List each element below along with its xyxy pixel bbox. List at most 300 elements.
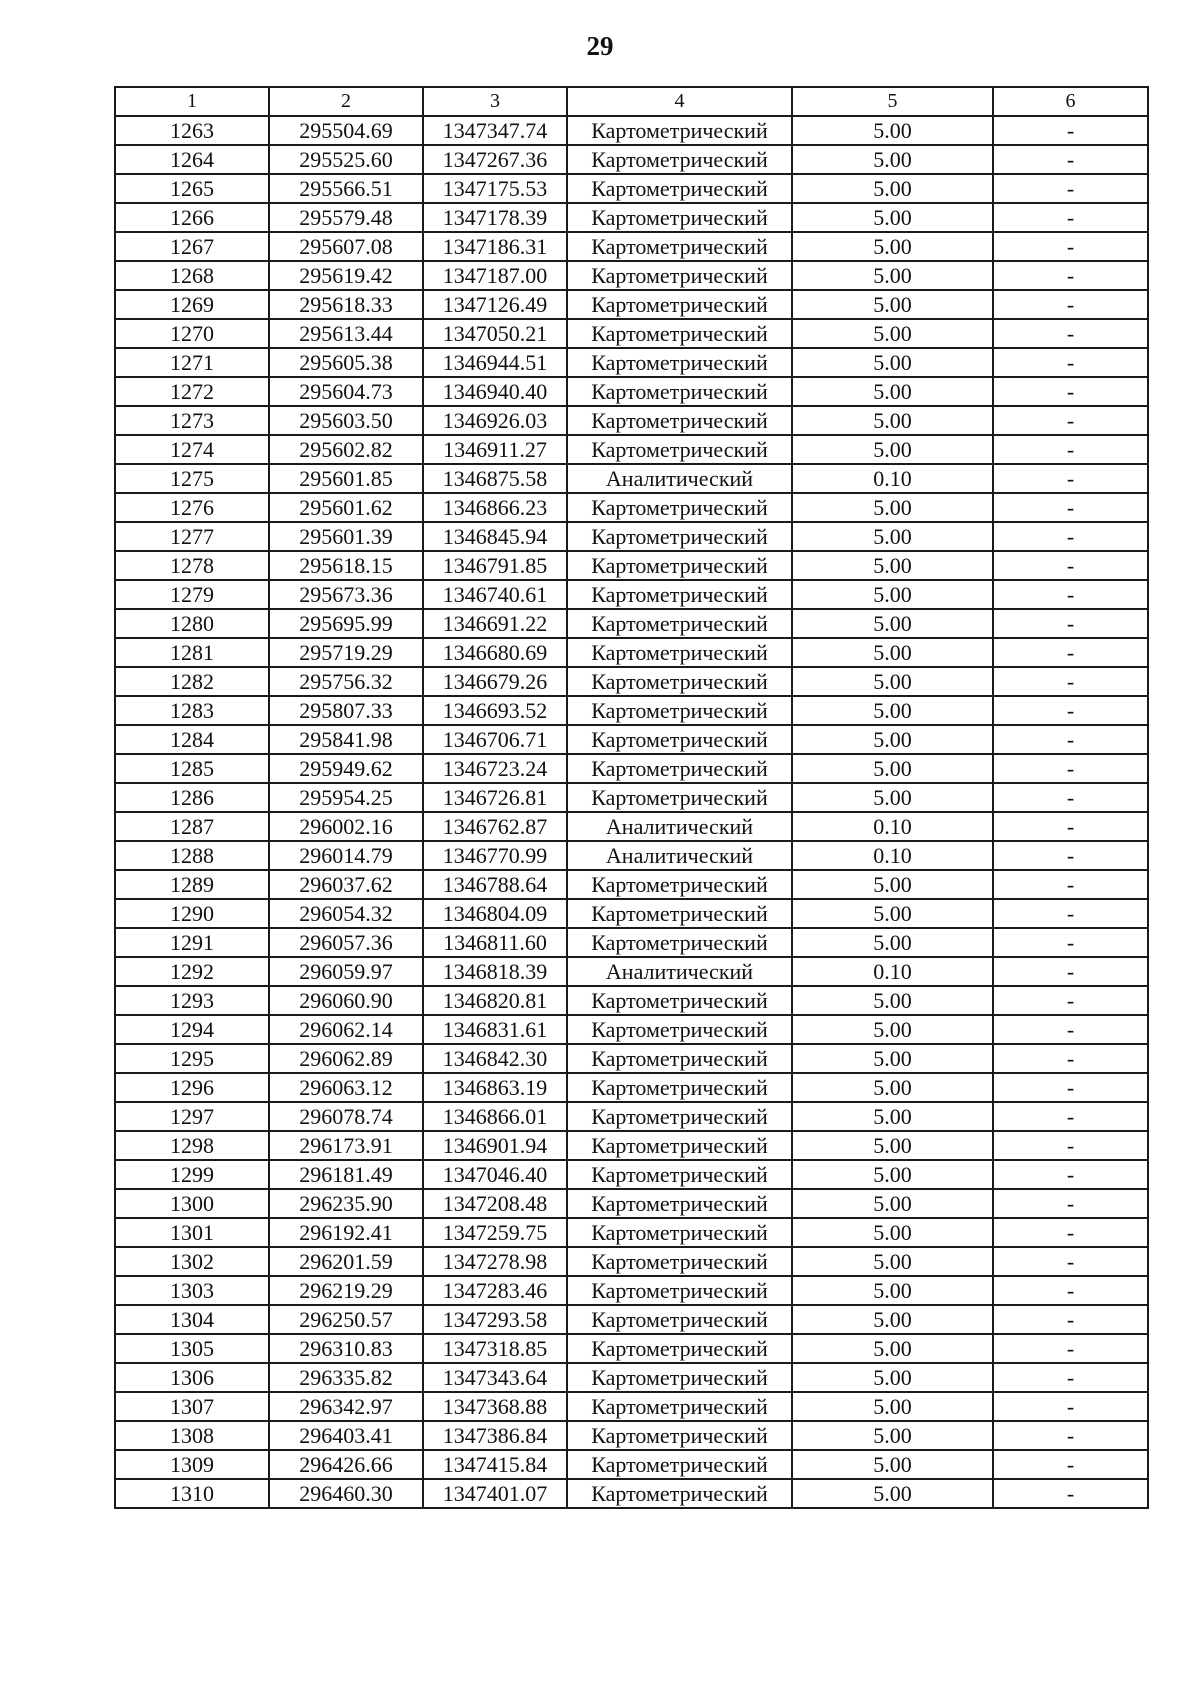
table-row [115, 203, 1148, 232]
point-number-cell: 1286 [115, 783, 269, 812]
y-coordinate-cell: 1347347.74 [423, 116, 567, 145]
note-cell: - [993, 1131, 1148, 1160]
note-cell: - [993, 464, 1148, 493]
y-coordinate-cell: 1347267.36 [423, 145, 567, 174]
accuracy-cell: 5.00 [792, 1218, 993, 1247]
x-coordinate-cell: 296335.82 [269, 1363, 423, 1392]
note-cell: - [993, 1334, 1148, 1363]
table-row [115, 638, 1148, 667]
table-row [115, 957, 1148, 986]
y-coordinate-cell: 1346680.69 [423, 638, 567, 667]
note-cell: - [993, 261, 1148, 290]
table-row [115, 580, 1148, 609]
point-number-cell: 1287 [115, 812, 269, 841]
accuracy-cell: 5.00 [792, 1392, 993, 1421]
method-cell: Картометрический [567, 232, 792, 261]
table-row [115, 1334, 1148, 1363]
point-number-cell: 1304 [115, 1305, 269, 1334]
y-coordinate-cell: 1347178.39 [423, 203, 567, 232]
y-coordinate-cell: 1346762.87 [423, 812, 567, 841]
x-coordinate-cell: 295601.62 [269, 493, 423, 522]
y-coordinate-cell: 1347208.48 [423, 1189, 567, 1218]
x-coordinate-cell: 295601.85 [269, 464, 423, 493]
y-coordinate-cell: 1346911.27 [423, 435, 567, 464]
note-cell: - [993, 145, 1148, 174]
x-coordinate-cell: 295566.51 [269, 174, 423, 203]
note-cell: - [993, 870, 1148, 899]
table-row [115, 406, 1148, 435]
accuracy-cell: 5.00 [792, 725, 993, 754]
y-coordinate-cell: 1346820.81 [423, 986, 567, 1015]
method-cell: Картометрический [567, 1247, 792, 1276]
x-coordinate-cell: 295601.39 [269, 522, 423, 551]
method-cell: Картометрический [567, 986, 792, 1015]
accuracy-cell: 0.10 [792, 841, 993, 870]
point-number-cell: 1301 [115, 1218, 269, 1247]
column-header-5: 5 [792, 87, 993, 116]
note-cell: - [993, 783, 1148, 812]
point-number-cell: 1302 [115, 1247, 269, 1276]
y-coordinate-cell: 1346788.64 [423, 870, 567, 899]
x-coordinate-cell: 295504.69 [269, 116, 423, 145]
point-number-cell: 1276 [115, 493, 269, 522]
accuracy-cell: 5.00 [792, 1131, 993, 1160]
accuracy-cell: 5.00 [792, 638, 993, 667]
y-coordinate-cell: 1346811.60 [423, 928, 567, 957]
x-coordinate-cell: 295719.29 [269, 638, 423, 667]
method-cell: Картометрический [567, 174, 792, 203]
note-cell: - [993, 696, 1148, 725]
method-cell: Картометрический [567, 435, 792, 464]
accuracy-cell: 5.00 [792, 580, 993, 609]
accuracy-cell: 5.00 [792, 319, 993, 348]
method-cell: Картометрический [567, 609, 792, 638]
table-row [115, 493, 1148, 522]
accuracy-cell: 5.00 [792, 551, 993, 580]
method-cell: Картометрический [567, 928, 792, 957]
point-number-cell: 1308 [115, 1421, 269, 1450]
note-cell: - [993, 1450, 1148, 1479]
accuracy-cell: 5.00 [792, 348, 993, 377]
note-cell: - [993, 638, 1148, 667]
table-row [115, 1276, 1148, 1305]
y-coordinate-cell: 1347343.64 [423, 1363, 567, 1392]
table-row [115, 1131, 1148, 1160]
point-number-cell: 1285 [115, 754, 269, 783]
note-cell: - [993, 1015, 1148, 1044]
y-coordinate-cell: 1347293.58 [423, 1305, 567, 1334]
point-number-cell: 1291 [115, 928, 269, 957]
method-cell: Картометрический [567, 1160, 792, 1189]
y-coordinate-cell: 1347050.21 [423, 319, 567, 348]
y-coordinate-cell: 1346818.39 [423, 957, 567, 986]
accuracy-cell: 5.00 [792, 261, 993, 290]
x-coordinate-cell: 296054.32 [269, 899, 423, 928]
page-number: 29 [586, 31, 614, 61]
accuracy-cell: 5.00 [792, 435, 993, 464]
note-cell: - [993, 116, 1148, 145]
point-number-cell: 1309 [115, 1450, 269, 1479]
point-number-cell: 1299 [115, 1160, 269, 1189]
y-coordinate-cell: 1346740.61 [423, 580, 567, 609]
method-cell: Картометрический [567, 1073, 792, 1102]
accuracy-cell: 5.00 [792, 1479, 993, 1508]
y-coordinate-cell: 1346926.03 [423, 406, 567, 435]
method-cell: Картометрический [567, 1392, 792, 1421]
table-row [115, 551, 1148, 580]
table-row [115, 667, 1148, 696]
column-header-1: 1 [115, 87, 269, 116]
accuracy-cell: 5.00 [792, 1450, 993, 1479]
method-cell: Аналитический [567, 841, 792, 870]
table-row [115, 522, 1148, 551]
x-coordinate-cell: 295603.50 [269, 406, 423, 435]
note-cell: - [993, 957, 1148, 986]
point-number-cell: 1264 [115, 145, 269, 174]
note-cell: - [993, 1218, 1148, 1247]
point-number-cell: 1266 [115, 203, 269, 232]
table-row [115, 754, 1148, 783]
table-row [115, 1247, 1148, 1276]
x-coordinate-cell: 296014.79 [269, 841, 423, 870]
note-cell: - [993, 1073, 1148, 1102]
method-cell: Картометрический [567, 319, 792, 348]
method-cell: Картометрический [567, 261, 792, 290]
x-coordinate-cell: 295949.62 [269, 754, 423, 783]
x-coordinate-cell: 295607.08 [269, 232, 423, 261]
note-cell: - [993, 1189, 1148, 1218]
table-row [115, 435, 1148, 464]
note-cell: - [993, 1276, 1148, 1305]
method-cell: Картометрический [567, 783, 792, 812]
table-row [115, 841, 1148, 870]
method-cell: Картометрический [567, 1102, 792, 1131]
point-number-cell: 1275 [115, 464, 269, 493]
method-cell: Картометрический [567, 406, 792, 435]
table-header-row [115, 87, 1148, 116]
x-coordinate-cell: 296057.36 [269, 928, 423, 957]
point-number-cell: 1263 [115, 116, 269, 145]
y-coordinate-cell: 1346842.30 [423, 1044, 567, 1073]
column-header-6: 6 [993, 87, 1148, 116]
accuracy-cell: 5.00 [792, 609, 993, 638]
note-cell: - [993, 812, 1148, 841]
column-header-3: 3 [423, 87, 567, 116]
accuracy-cell: 5.00 [792, 1276, 993, 1305]
accuracy-cell: 5.00 [792, 174, 993, 203]
note-cell: - [993, 348, 1148, 377]
accuracy-cell: 5.00 [792, 928, 993, 957]
x-coordinate-cell: 295605.38 [269, 348, 423, 377]
note-cell: - [993, 551, 1148, 580]
table-row [115, 377, 1148, 406]
table-row [115, 1363, 1148, 1392]
x-coordinate-cell: 295807.33 [269, 696, 423, 725]
x-coordinate-cell: 296250.57 [269, 1305, 423, 1334]
x-coordinate-cell: 295841.98 [269, 725, 423, 754]
y-coordinate-cell: 1346791.85 [423, 551, 567, 580]
point-number-cell: 1289 [115, 870, 269, 899]
table-row [115, 725, 1148, 754]
point-number-cell: 1271 [115, 348, 269, 377]
x-coordinate-cell: 296037.62 [269, 870, 423, 899]
x-coordinate-cell: 295695.99 [269, 609, 423, 638]
method-cell: Картометрический [567, 522, 792, 551]
accuracy-cell: 5.00 [792, 406, 993, 435]
method-cell: Картометрический [567, 638, 792, 667]
point-number-cell: 1279 [115, 580, 269, 609]
x-coordinate-cell: 296235.90 [269, 1189, 423, 1218]
accuracy-cell: 5.00 [792, 290, 993, 319]
point-number-cell: 1288 [115, 841, 269, 870]
x-coordinate-cell: 296060.90 [269, 986, 423, 1015]
x-coordinate-cell: 295618.33 [269, 290, 423, 319]
method-cell: Картометрический [567, 1363, 792, 1392]
table-row [115, 1160, 1148, 1189]
method-cell: Картометрический [567, 899, 792, 928]
accuracy-cell: 5.00 [792, 1247, 993, 1276]
table-row [115, 609, 1148, 638]
accuracy-cell: 5.00 [792, 1421, 993, 1450]
x-coordinate-cell: 296219.29 [269, 1276, 423, 1305]
accuracy-cell: 5.00 [792, 493, 993, 522]
method-cell: Аналитический [567, 957, 792, 986]
point-number-cell: 1278 [115, 551, 269, 580]
table-row [115, 986, 1148, 1015]
table-row [115, 261, 1148, 290]
y-coordinate-cell: 1346691.22 [423, 609, 567, 638]
table-row [115, 870, 1148, 899]
x-coordinate-cell: 296460.30 [269, 1479, 423, 1508]
point-number-cell: 1294 [115, 1015, 269, 1044]
table-row [115, 928, 1148, 957]
note-cell: - [993, 667, 1148, 696]
y-coordinate-cell: 1347368.88 [423, 1392, 567, 1421]
table-row [115, 1479, 1148, 1508]
table-row [115, 696, 1148, 725]
y-coordinate-cell: 1347126.49 [423, 290, 567, 319]
note-cell: - [993, 1363, 1148, 1392]
point-number-cell: 1295 [115, 1044, 269, 1073]
accuracy-cell: 5.00 [792, 1015, 993, 1044]
y-coordinate-cell: 1346693.52 [423, 696, 567, 725]
y-coordinate-cell: 1346770.99 [423, 841, 567, 870]
accuracy-cell: 0.10 [792, 464, 993, 493]
table-row [115, 1421, 1148, 1450]
method-cell: Картометрический [567, 1334, 792, 1363]
table-row [115, 783, 1148, 812]
point-number-cell: 1310 [115, 1479, 269, 1508]
note-cell: - [993, 725, 1148, 754]
y-coordinate-cell: 1347278.98 [423, 1247, 567, 1276]
table-row [115, 1189, 1148, 1218]
x-coordinate-cell: 295604.73 [269, 377, 423, 406]
accuracy-cell: 5.00 [792, 754, 993, 783]
y-coordinate-cell: 1347415.84 [423, 1450, 567, 1479]
method-cell: Картометрический [567, 725, 792, 754]
y-coordinate-cell: 1346863.19 [423, 1073, 567, 1102]
y-coordinate-cell: 1346901.94 [423, 1131, 567, 1160]
point-number-cell: 1306 [115, 1363, 269, 1392]
method-cell: Картометрический [567, 493, 792, 522]
method-cell: Картометрический [567, 348, 792, 377]
point-number-cell: 1293 [115, 986, 269, 1015]
note-cell: - [993, 232, 1148, 261]
note-cell: - [993, 203, 1148, 232]
note-cell: - [993, 1305, 1148, 1334]
y-coordinate-cell: 1347187.00 [423, 261, 567, 290]
y-coordinate-cell: 1346875.58 [423, 464, 567, 493]
note-cell: - [993, 1160, 1148, 1189]
point-number-cell: 1270 [115, 319, 269, 348]
y-coordinate-cell: 1346845.94 [423, 522, 567, 551]
point-number-cell: 1283 [115, 696, 269, 725]
note-cell: - [993, 609, 1148, 638]
method-cell: Картометрический [567, 1218, 792, 1247]
method-cell: Картометрический [567, 870, 792, 899]
point-number-cell: 1265 [115, 174, 269, 203]
y-coordinate-cell: 1346944.51 [423, 348, 567, 377]
table-row [115, 348, 1148, 377]
method-cell: Картометрический [567, 1421, 792, 1450]
method-cell: Картометрический [567, 1450, 792, 1479]
point-number-cell: 1307 [115, 1392, 269, 1421]
y-coordinate-cell: 1346804.09 [423, 899, 567, 928]
point-number-cell: 1303 [115, 1276, 269, 1305]
method-cell: Картометрический [567, 290, 792, 319]
note-cell: - [993, 522, 1148, 551]
accuracy-cell: 5.00 [792, 1305, 993, 1334]
note-cell: - [993, 493, 1148, 522]
table-row [115, 1073, 1148, 1102]
x-coordinate-cell: 296062.89 [269, 1044, 423, 1073]
accuracy-cell: 5.00 [792, 899, 993, 928]
point-number-cell: 1297 [115, 1102, 269, 1131]
x-coordinate-cell: 295579.48 [269, 203, 423, 232]
method-cell: Картометрический [567, 580, 792, 609]
x-coordinate-cell: 295602.82 [269, 435, 423, 464]
x-coordinate-cell: 296173.91 [269, 1131, 423, 1160]
y-coordinate-cell: 1346726.81 [423, 783, 567, 812]
note-cell: - [993, 580, 1148, 609]
point-number-cell: 1292 [115, 957, 269, 986]
note-cell: - [993, 1479, 1148, 1508]
method-cell: Картометрический [567, 1189, 792, 1218]
table-row [115, 1450, 1148, 1479]
table-row [115, 1392, 1148, 1421]
method-cell: Картометрический [567, 1044, 792, 1073]
column-header-2: 2 [269, 87, 423, 116]
y-coordinate-cell: 1346940.40 [423, 377, 567, 406]
point-number-cell: 1267 [115, 232, 269, 261]
table-row [115, 1015, 1148, 1044]
y-coordinate-cell: 1347283.46 [423, 1276, 567, 1305]
note-cell: - [993, 899, 1148, 928]
y-coordinate-cell: 1347046.40 [423, 1160, 567, 1189]
accuracy-cell: 5.00 [792, 1363, 993, 1392]
y-coordinate-cell: 1346866.23 [423, 493, 567, 522]
point-number-cell: 1298 [115, 1131, 269, 1160]
x-coordinate-cell: 295954.25 [269, 783, 423, 812]
table-row [115, 174, 1148, 203]
note-cell: - [993, 1392, 1148, 1421]
accuracy-cell: 5.00 [792, 1102, 993, 1131]
method-cell: Картометрический [567, 667, 792, 696]
note-cell: - [993, 1102, 1148, 1131]
method-cell: Картометрический [567, 696, 792, 725]
accuracy-cell: 5.00 [792, 696, 993, 725]
table-body [115, 116, 1148, 1508]
accuracy-cell: 5.00 [792, 1044, 993, 1073]
x-coordinate-cell: 296181.49 [269, 1160, 423, 1189]
note-cell: - [993, 754, 1148, 783]
method-cell: Картометрический [567, 203, 792, 232]
table-row [115, 290, 1148, 319]
accuracy-cell: 5.00 [792, 1073, 993, 1102]
note-cell: - [993, 406, 1148, 435]
point-number-cell: 1300 [115, 1189, 269, 1218]
x-coordinate-cell: 296426.66 [269, 1450, 423, 1479]
y-coordinate-cell: 1347318.85 [423, 1334, 567, 1363]
x-coordinate-cell: 296062.14 [269, 1015, 423, 1044]
accuracy-cell: 5.00 [792, 377, 993, 406]
note-cell: - [993, 1421, 1148, 1450]
accuracy-cell: 5.00 [792, 1334, 993, 1363]
method-cell: Картометрический [567, 551, 792, 580]
y-coordinate-cell: 1347175.53 [423, 174, 567, 203]
method-cell: Картометрический [567, 1131, 792, 1160]
x-coordinate-cell: 296078.74 [269, 1102, 423, 1131]
table-row [115, 464, 1148, 493]
accuracy-cell: 5.00 [792, 1189, 993, 1218]
x-coordinate-cell: 296201.59 [269, 1247, 423, 1276]
x-coordinate-cell: 296002.16 [269, 812, 423, 841]
point-number-cell: 1281 [115, 638, 269, 667]
table-row [115, 116, 1148, 145]
point-number-cell: 1296 [115, 1073, 269, 1102]
y-coordinate-cell: 1347401.07 [423, 1479, 567, 1508]
coordinates-table [114, 86, 1149, 1509]
accuracy-cell: 5.00 [792, 145, 993, 174]
table-row [115, 899, 1148, 928]
point-number-cell: 1272 [115, 377, 269, 406]
note-cell: - [993, 841, 1148, 870]
method-cell: Картометрический [567, 1305, 792, 1334]
column-header-4: 4 [567, 87, 792, 116]
x-coordinate-cell: 296310.83 [269, 1334, 423, 1363]
method-cell: Картометрический [567, 377, 792, 406]
table-row [115, 145, 1148, 174]
accuracy-cell: 5.00 [792, 116, 993, 145]
note-cell: - [993, 377, 1148, 406]
y-coordinate-cell: 1346723.24 [423, 754, 567, 783]
table-row [115, 232, 1148, 261]
point-number-cell: 1269 [115, 290, 269, 319]
y-coordinate-cell: 1346831.61 [423, 1015, 567, 1044]
note-cell: - [993, 290, 1148, 319]
point-number-cell: 1273 [115, 406, 269, 435]
point-number-cell: 1290 [115, 899, 269, 928]
x-coordinate-cell: 296063.12 [269, 1073, 423, 1102]
table-row [115, 1305, 1148, 1334]
point-number-cell: 1277 [115, 522, 269, 551]
x-coordinate-cell: 296192.41 [269, 1218, 423, 1247]
note-cell: - [993, 986, 1148, 1015]
method-cell: Картометрический [567, 1015, 792, 1044]
method-cell: Картометрический [567, 754, 792, 783]
x-coordinate-cell: 295756.32 [269, 667, 423, 696]
y-coordinate-cell: 1346866.01 [423, 1102, 567, 1131]
